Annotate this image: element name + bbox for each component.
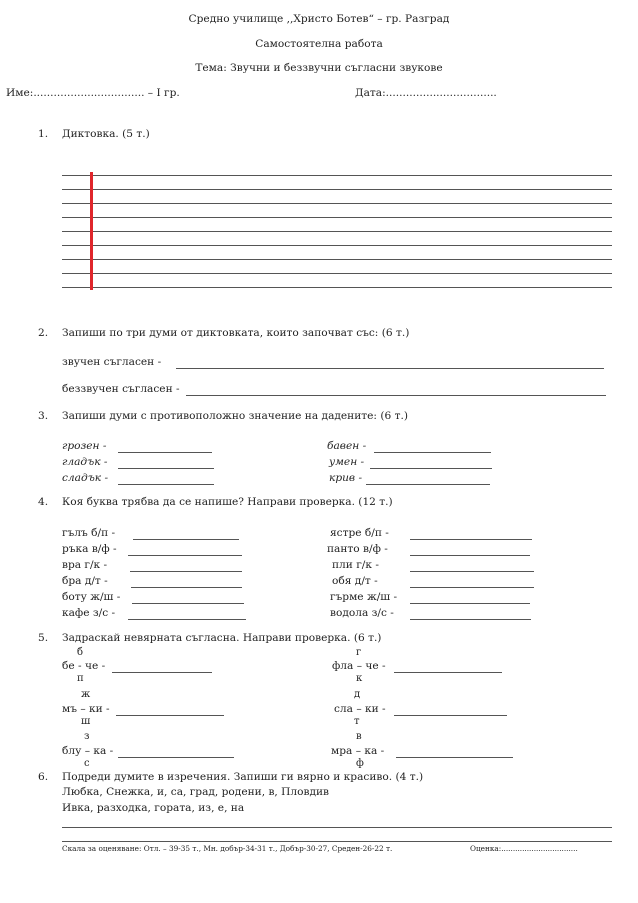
task-4-title: Коя буква трябва да се напише? Направи проверка. (12 т.) (62, 496, 393, 508)
option-letter-bottom[interactable]: с (84, 758, 90, 769)
answer-line[interactable] (131, 587, 242, 588)
antonym-word: крив - (329, 472, 363, 484)
option-letter-bottom[interactable]: п (77, 673, 84, 684)
voiced-consonant-label: звучен съгласен - (62, 356, 162, 368)
answer-line[interactable] (132, 603, 244, 604)
cross-out-word: мра – ка - (331, 745, 385, 757)
option-letter-top[interactable]: г (356, 647, 362, 658)
answer-line[interactable] (62, 841, 612, 842)
answer-line[interactable] (112, 672, 212, 673)
answer-line[interactable] (116, 715, 224, 716)
answer-line[interactable] (366, 484, 490, 485)
answer-line[interactable] (394, 672, 502, 673)
task-1-title: Диктовка. (5 т.) (62, 128, 150, 140)
task-4-number: 4. (38, 496, 49, 508)
answer-line[interactable] (186, 395, 606, 396)
antonym-word: умен - (329, 456, 365, 468)
grade-label: Оценка:................................. (470, 844, 578, 853)
cross-out-word: мъ – ки - (62, 703, 110, 715)
answer-line[interactable] (410, 603, 530, 604)
letter-choice-word: гълъ б/п - (62, 527, 116, 539)
answer-line[interactable] (118, 452, 212, 453)
antonym-word: грозен - (62, 440, 107, 452)
letter-choice-word: ръка в/ф - (62, 543, 117, 555)
answer-line[interactable] (128, 619, 246, 620)
red-margin-line (90, 172, 93, 290)
answer-line[interactable] (410, 571, 534, 572)
letter-choice-word: пли г/к - (332, 559, 379, 571)
answer-line[interactable] (410, 555, 530, 556)
task-2-title: Запиши по три думи от диктовката, които започват със: (6 т.) (62, 327, 410, 339)
answer-line[interactable] (396, 757, 513, 758)
cross-out-word: бе - че - (62, 660, 106, 672)
answer-line[interactable] (410, 619, 531, 620)
answer-line[interactable] (128, 555, 242, 556)
letter-choice-word: вра г/к - (62, 559, 108, 571)
name-label: Име:................................. – I гр. (6, 87, 180, 99)
cross-out-word: фла – че - (332, 660, 386, 672)
work-type: Самостоятелна работа (255, 38, 383, 50)
answer-line[interactable] (410, 539, 532, 540)
date-label: Дата:................................. (355, 87, 497, 99)
antonym-word: гладък - (62, 456, 108, 468)
option-letter-top[interactable]: д (354, 689, 361, 700)
letter-choice-word: бра д/т - (62, 575, 108, 587)
option-letter-top[interactable]: в (356, 731, 362, 742)
answer-line[interactable] (133, 539, 239, 540)
task-5-number: 5. (38, 632, 49, 644)
option-letter-bottom[interactable]: ш (81, 716, 91, 727)
answer-line[interactable] (118, 757, 234, 758)
answer-line[interactable] (130, 571, 242, 572)
option-letter-bottom[interactable]: ф (356, 758, 364, 769)
cross-out-word: сла – ки - (334, 703, 386, 715)
answer-line[interactable] (374, 452, 491, 453)
word-set-1: Любка, Снежка, и, са, град, родени, в, Пловдив (62, 786, 330, 798)
option-letter-top[interactable]: ж (81, 689, 91, 700)
letter-choice-word: кафе з/с - (62, 607, 116, 619)
task-6-number: 6. (38, 771, 49, 783)
answer-line[interactable] (62, 827, 612, 828)
word-set-2: Ивка, разходка, гората, из, е, на (62, 802, 245, 814)
letter-choice-word: обя д/т - (332, 575, 378, 587)
topic: Тема: Звучни и беззвучни съгласни звукове (195, 62, 443, 74)
school-name: Средно училище ,,Христо Ботев“ – гр. Разград (188, 13, 450, 25)
answer-line[interactable] (118, 484, 214, 485)
task-5-title: Задраскай невярната съгласна. Направи проверка. (6 т.) (62, 632, 382, 644)
letter-choice-word: боту ж/ш - (62, 591, 121, 603)
answer-line[interactable] (176, 368, 604, 369)
antonym-word: сладък - (62, 472, 109, 484)
option-letter-bottom[interactable]: к (356, 673, 363, 684)
answer-line[interactable] (370, 468, 492, 469)
option-letter-top[interactable]: б (77, 647, 84, 658)
task-3-number: 3. (38, 410, 49, 422)
task-3-title: Запиши думи с противоположно значение на дадените: (6 т.) (62, 410, 408, 422)
voiceless-consonant-label: беззвучен съгласен - (62, 383, 180, 395)
task-2-number: 2. (38, 327, 49, 339)
option-letter-top[interactable]: з (84, 731, 90, 742)
cross-out-word: блу – ка - (62, 745, 114, 757)
answer-line[interactable] (118, 468, 214, 469)
option-letter-bottom[interactable]: т (354, 716, 360, 727)
task-1-number: 1. (38, 128, 49, 140)
letter-choice-word: ястре б/п - (330, 527, 389, 539)
letter-choice-word: гърме ж/ш - (330, 591, 398, 603)
letter-choice-word: панто в/ф - (327, 543, 388, 555)
grading-scale: Скала за оценяване: Отл. – 39-35 т., Мн. добър-34-31 т., Добър-30-27, Среден-26-22 т. (62, 844, 393, 853)
answer-line[interactable] (394, 715, 507, 716)
letter-choice-word: водола з/с - (330, 607, 394, 619)
task-6-title: Подреди думите в изречения. Запиши ги вярно и красиво. (4 т.) (62, 771, 424, 783)
antonym-word: бавен - (327, 440, 367, 452)
answer-line[interactable] (410, 587, 534, 588)
